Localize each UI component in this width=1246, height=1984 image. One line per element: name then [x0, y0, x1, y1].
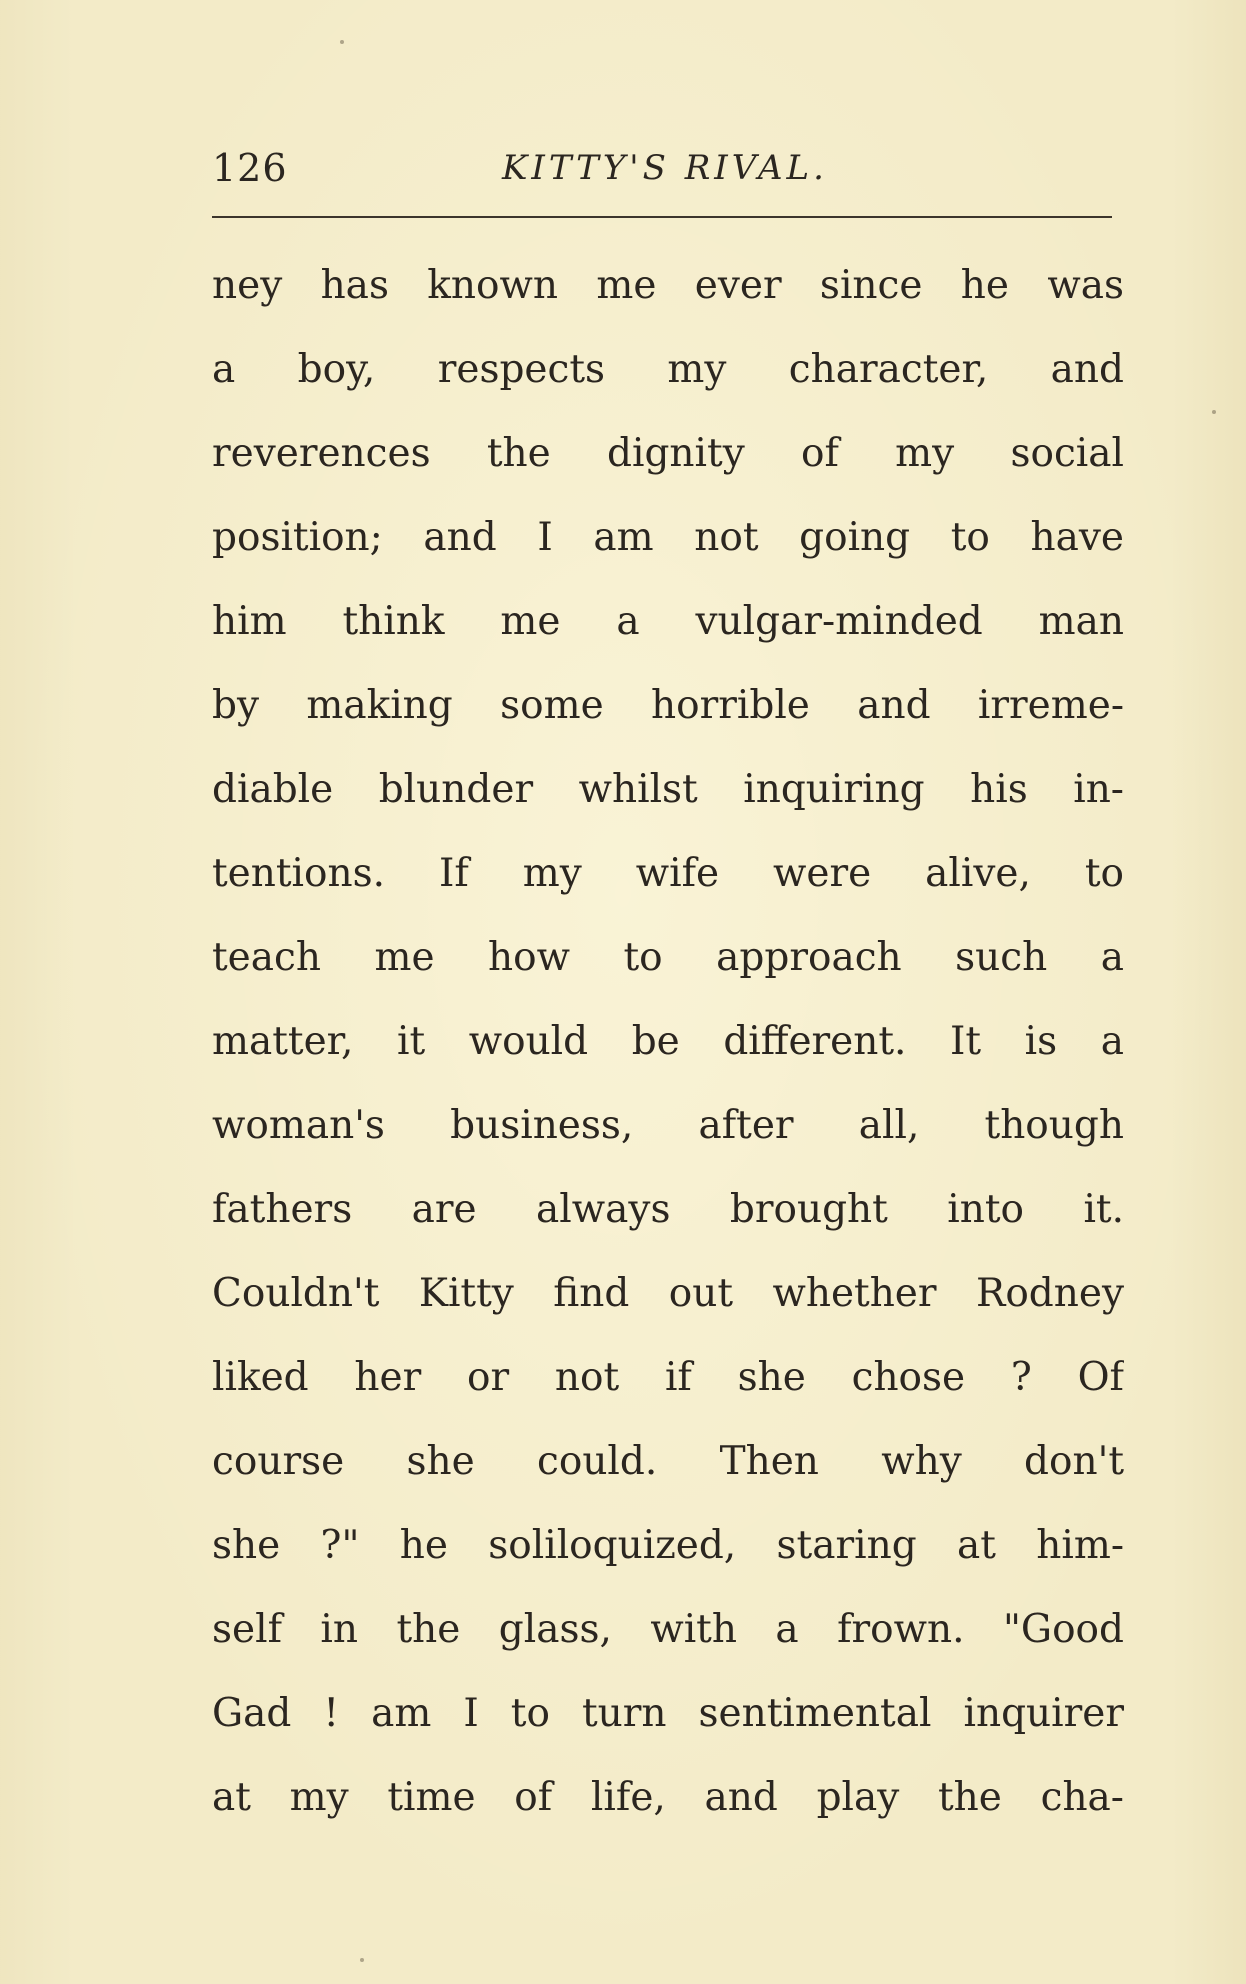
text-line: course she could. Then why don't	[212, 1439, 1124, 1484]
running-title: KITTY'S RIVAL.	[502, 148, 828, 188]
text-line: diable blunder whilst inquiring his in-	[212, 767, 1124, 812]
text-line: Gad ! am I to turn sentimental inquirer	[212, 1691, 1124, 1736]
text-line: she ?" he soliloquized, staring at him-	[212, 1523, 1124, 1568]
text-line: teach me how to approach such a	[212, 935, 1124, 980]
text-line: at my time of life, and play the cha-	[212, 1775, 1124, 1820]
paper-speck	[1212, 410, 1216, 414]
text-line: woman's business, after all, though	[212, 1103, 1124, 1148]
paper-speck	[360, 1958, 364, 1962]
text-line: self in the glass, with a frown. "Good	[212, 1607, 1124, 1652]
text-line: him think me a vulgar-minded man	[212, 599, 1124, 644]
text-line: matter, it would be different. It is a	[212, 1019, 1124, 1064]
text-line: fathers are always brought into it.	[212, 1187, 1124, 1232]
running-head	[212, 138, 1112, 198]
paper-speck	[340, 40, 344, 44]
body-text	[212, 244, 1124, 1840]
text-line: by making some horrible and irreme-	[212, 683, 1124, 728]
page-number: 126	[212, 146, 288, 190]
header-rule	[212, 216, 1112, 218]
text-line: Couldn't Kitty find out whether Rodney	[212, 1271, 1124, 1316]
text-line: liked her or not if she chose ? Of	[212, 1355, 1124, 1400]
text-line: position; and I am not going to have	[212, 515, 1124, 560]
text-line: reverences the dignity of my social	[212, 431, 1124, 476]
text-line: ney has known me ever since he was	[212, 263, 1124, 308]
text-line: a boy, respects my character, and	[212, 347, 1124, 392]
text-line: tentions. If my wife were alive, to	[212, 851, 1124, 896]
